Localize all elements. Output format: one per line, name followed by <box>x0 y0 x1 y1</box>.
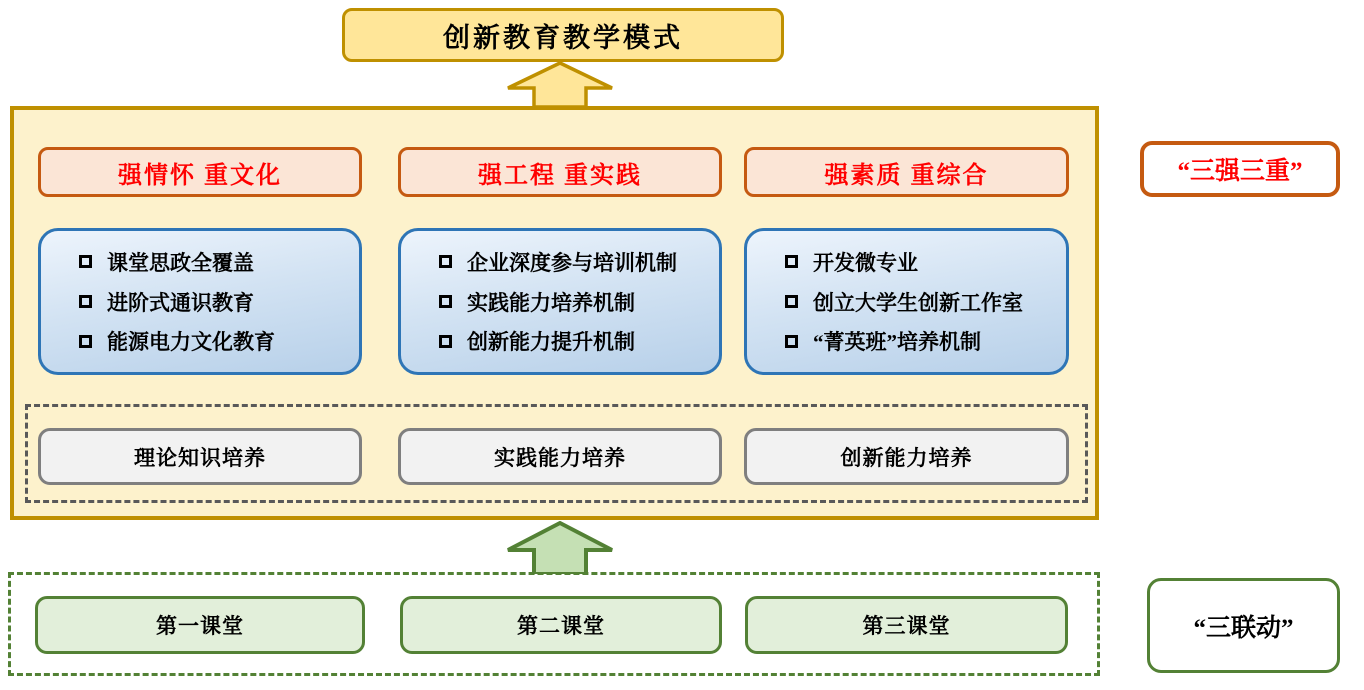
list-item <box>785 247 1056 277</box>
tag-three-linkage <box>1147 578 1340 673</box>
strategy-header-3-label: 强素质 重综合 <box>824 162 989 189</box>
classroom-box-1 <box>35 596 365 654</box>
list-item-label: 实践能力培养机制 <box>467 290 635 315</box>
mechanism-box-3 <box>744 228 1069 375</box>
classroom-box-2-label: 第二课堂 <box>517 614 605 638</box>
list-item <box>785 287 1056 317</box>
list-item <box>79 247 349 277</box>
list-item-label: 创立大学生创新工作室 <box>813 290 1023 315</box>
classroom-box-3 <box>745 596 1068 654</box>
classroom-box-1-label: 第一课堂 <box>156 614 244 638</box>
strategy-header-3 <box>744 147 1069 197</box>
foundation-box-2-label: 实践能力培养 <box>494 445 626 470</box>
list-item-label: 能源电力文化教育 <box>107 330 275 355</box>
mechanism-box-2 <box>398 228 722 375</box>
list-item <box>439 287 709 317</box>
square-bullet-icon <box>79 295 92 308</box>
strategy-header-2-label: 强工程 重实践 <box>478 162 642 189</box>
up-arrow-gold-icon <box>500 61 620 107</box>
list-item-label: 进阶式通识教育 <box>107 290 254 315</box>
tag-three-linkage-label: “三联动” <box>1193 614 1294 642</box>
square-bullet-icon <box>79 255 92 268</box>
square-bullet-icon <box>785 335 798 348</box>
list-item <box>785 326 1056 356</box>
list-item-label: 企业深度参与培训机制 <box>467 250 677 275</box>
list-item-label: “菁英班”培养机制 <box>813 330 981 355</box>
strategy-header-1-label: 强情怀 重文化 <box>118 162 282 189</box>
mechanism-box-1 <box>38 228 362 375</box>
foundation-box-1-label: 理论知识培养 <box>134 445 266 470</box>
foundation-box-3-label: 创新能力培养 <box>840 445 973 470</box>
foundation-box-2 <box>398 428 722 485</box>
list-item <box>79 326 349 356</box>
foundation-box-3 <box>744 428 1069 485</box>
up-arrow-green-icon <box>500 521 620 574</box>
title-label: 创新教育教学模式 <box>443 22 683 53</box>
square-bullet-icon <box>785 295 798 308</box>
classroom-box-2 <box>400 596 722 654</box>
tag-three-strong-three-emphasis <box>1140 141 1340 197</box>
square-bullet-icon <box>439 255 452 268</box>
title-box <box>342 8 784 62</box>
foundation-box-1 <box>38 428 362 485</box>
square-bullet-icon <box>79 335 92 348</box>
list-item <box>439 247 709 277</box>
strategy-header-2 <box>398 147 722 197</box>
square-bullet-icon <box>785 255 798 268</box>
list-item-label: 开发微专业 <box>813 250 918 275</box>
list-item <box>79 287 349 317</box>
strategy-header-1 <box>38 147 362 197</box>
square-bullet-icon <box>439 295 452 308</box>
list-item-label: 课堂思政全覆盖 <box>107 250 254 275</box>
list-item <box>439 326 709 356</box>
tag-three-strong-label: “三强三重” <box>1177 158 1303 185</box>
list-item-label: 创新能力提升机制 <box>467 330 635 355</box>
square-bullet-icon <box>439 335 452 348</box>
classroom-box-3-label: 第三课堂 <box>862 614 951 638</box>
